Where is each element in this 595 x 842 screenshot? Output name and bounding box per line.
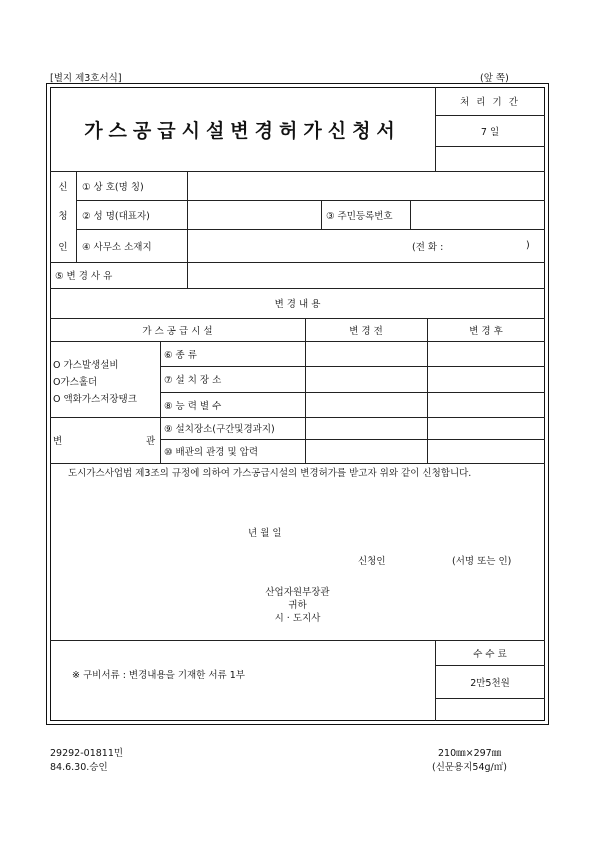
required-documents-note: ※ 구비서류 : 변경내용을 기재한 서류 1부 xyxy=(72,670,245,681)
pipe-label-start: 변 xyxy=(53,436,63,447)
representative-name-label: ② 성 명(대표자) xyxy=(82,210,150,222)
phone-close-paren: ) xyxy=(526,240,530,251)
before-change-column-header: 변 경 전 xyxy=(349,325,383,337)
form-number-label: [별지 제3호서식] xyxy=(50,73,122,84)
pipe-size-before-field[interactable] xyxy=(306,440,426,462)
rrn-field[interactable] xyxy=(411,201,544,228)
date-label: 년 월 일 xyxy=(248,528,282,539)
page-side-label: (앞 쪽) xyxy=(480,73,509,84)
addressee-governor: 시 · 도지사 xyxy=(274,613,321,624)
pipe-size-after-field[interactable] xyxy=(428,440,544,462)
applicant-char-2: 청 xyxy=(58,210,68,222)
phone-field[interactable] xyxy=(458,230,524,261)
office-address-field[interactable] xyxy=(188,230,408,261)
pipe-route-after-field[interactable] xyxy=(428,418,544,438)
facility-gas-generation: O 가스발생설비 xyxy=(53,360,119,371)
application-statement: 도시가스사업법 제3조의 규정에 의하여 가스공급시설의 변경허가를 받고자 위와 같이 신청합니다. xyxy=(68,468,472,479)
pipe-label-end: 관 xyxy=(146,436,156,447)
row-pipe-size-label: ⑩ 배관의 관경 및 압력 xyxy=(164,447,259,458)
addressee-minister: 산업자원부장관 xyxy=(265,587,330,598)
after-change-column-header: 변 경 후 xyxy=(469,325,503,337)
form-title: 가스공급시설변경허가신청서 xyxy=(84,119,401,142)
row-pipe-route-label: ⑨ 설치장소(구간및경과지) xyxy=(164,424,275,435)
approval-date: 84.6.30.승인 xyxy=(50,762,108,773)
pipe-route-before-field[interactable] xyxy=(306,418,426,438)
representative-name-field[interactable] xyxy=(188,201,320,228)
applicant-sign-field[interactable] xyxy=(392,549,452,567)
form-code: 29292-01811민 xyxy=(50,748,124,759)
facility-gas-holder: O가스홀더 xyxy=(53,377,98,388)
applicant-char-3: 인 xyxy=(58,241,68,253)
signature-note: (서명 또는 인) xyxy=(452,556,512,567)
addressee-honorific: 귀하 xyxy=(288,600,307,611)
type-before-field[interactable] xyxy=(306,342,426,365)
row-capacity-label: ⑧ 능 력 별 수 xyxy=(164,400,222,412)
processing-period-label: 처 리 기 간 xyxy=(460,97,520,108)
row-location-label: ⑦ 설 치 장 소 xyxy=(164,375,222,386)
processing-period-value: 7 일 xyxy=(480,126,500,138)
facility-lng-tank: O 액화가스저장탱크 xyxy=(53,394,137,405)
fee-label: 수 수 료 xyxy=(473,648,507,660)
location-before-field[interactable] xyxy=(306,367,426,391)
rrn-label: ③ 주민등록번호 xyxy=(326,210,393,222)
row-type-label: ⑥ 종 류 xyxy=(164,349,197,361)
fee-value: 2만5천원 xyxy=(470,677,510,689)
office-address-label: ④ 사무소 소재지 xyxy=(82,241,152,253)
phone-label: (전 화 : xyxy=(412,241,444,253)
type-after-field[interactable] xyxy=(428,342,544,365)
trade-name-field[interactable] xyxy=(188,172,544,199)
paper-type: (신문용지54g/㎡) xyxy=(432,762,507,773)
applicant-char-1: 신 xyxy=(58,181,68,193)
trade-name-label: ① 상 호(명 칭) xyxy=(82,181,144,193)
facility-column-header: 가 스 공 급 시 설 xyxy=(142,325,213,337)
paper-size: 210㎜×297㎜ xyxy=(438,748,502,759)
capacity-before-field[interactable] xyxy=(306,393,426,416)
change-reason-field[interactable] xyxy=(188,263,544,287)
change-reason-label: ⑤ 변 경 사 유 xyxy=(55,271,113,282)
change-content-heading: 변 경 내 용 xyxy=(274,299,321,310)
location-after-field[interactable] xyxy=(428,367,544,391)
capacity-after-field[interactable] xyxy=(428,393,544,416)
applicant-sign-label: 신청인 xyxy=(358,556,386,567)
